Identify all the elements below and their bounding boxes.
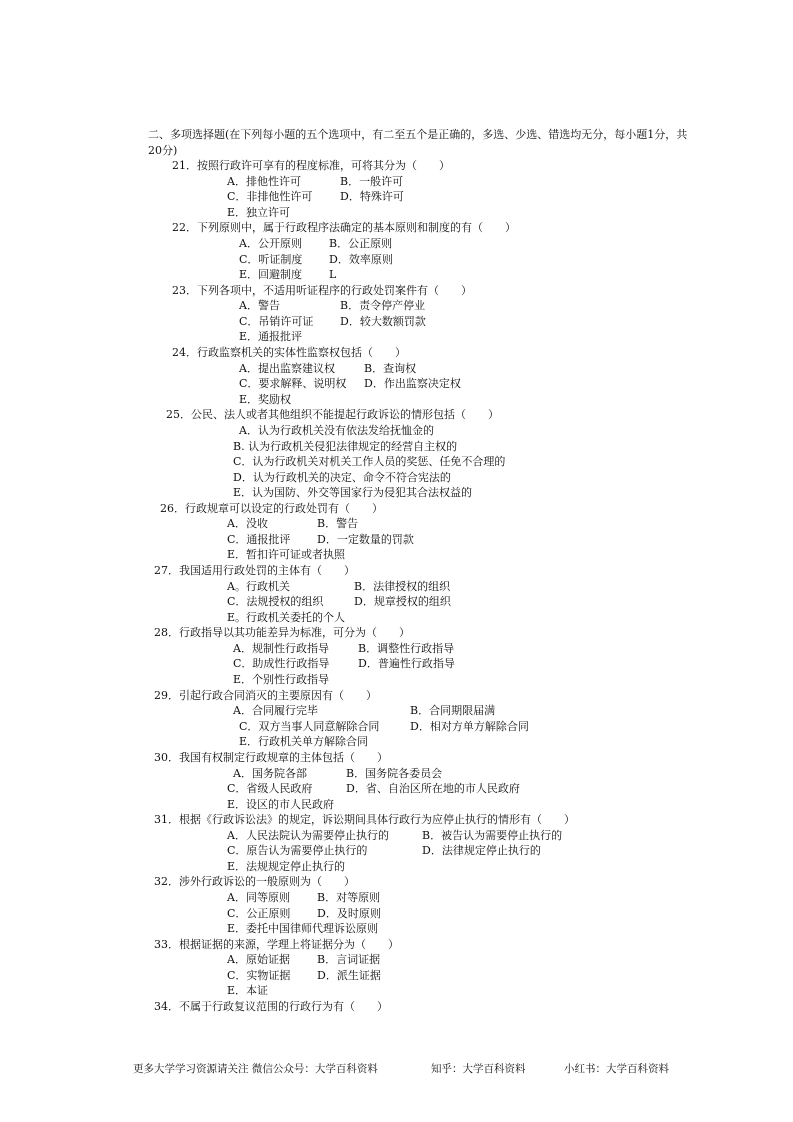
question-33-stem: 33．根据证据的来源，学理上将证据分为（ ）: [154, 938, 399, 951]
option-31-c: C．原告认为需要停止执行的: [227, 844, 368, 857]
option-33-b: B．言词证据: [317, 953, 381, 966]
option-32-e: E．委托中国律师代理诉讼原则: [227, 922, 379, 935]
option-21-c: C．非排他性许可: [227, 190, 313, 203]
option-29-d: D．相对方单方解除合同: [410, 720, 529, 733]
option-23-b: B．责令停产停业: [340, 299, 426, 312]
option-31-d: D．法律规定停止执行的: [422, 844, 541, 857]
option-22-d: D．效率原则: [329, 253, 393, 266]
question-24-stem: 24．行政监察机关的实体性监察权包括（ ）: [172, 346, 406, 359]
question-21-stem: 21．按照行政许可享有的程度标准，可将其分为（ ）: [172, 159, 450, 172]
option-28-e: E．个别性行政指导: [233, 673, 330, 686]
option-28-b: B．调整性行政指导: [358, 642, 455, 655]
option-24-d: D．作出监察决定权: [364, 377, 461, 390]
option-25-a: A．认为行政机关没有依法发给抚恤金的: [239, 424, 434, 437]
option-27-b: B．法律授权的组织: [354, 580, 451, 593]
option-24-c: C．要求解释、说明权: [239, 377, 347, 390]
option-21-a: A．排他性许可: [227, 175, 301, 188]
option-29-a: A．合同履行完毕: [233, 704, 318, 717]
option-22-stray-mark: L: [329, 268, 337, 281]
option-30-a: A．国务院各部: [233, 767, 307, 780]
option-30-e: E．设区的市人民政府: [227, 798, 335, 811]
option-23-d: D．较大数额罚款: [340, 315, 426, 328]
option-27-e: E。行政机关委托的个人: [227, 611, 346, 624]
option-32-a: A．同等原则: [227, 891, 290, 904]
option-26-c: C．通报批评: [227, 533, 291, 546]
question-34-stem: 34．不属于行政复议范围的行政行为有（ ）: [154, 1000, 388, 1013]
option-28-c: C．助成性行政指导: [233, 657, 330, 670]
option-28-d: D．普遍性行政指导: [358, 657, 455, 670]
option-22-b: B．公正原则: [329, 237, 393, 250]
question-22-stem: 22．下列原则中，属于行政程序法确定的基本原则和制度的有（ ）: [172, 221, 516, 234]
option-33-c: C．实物证据: [227, 969, 291, 982]
section-heading: 二、多项选择题(在下列每小题的五个选项中，有二至五个是正确的，多选、少选、错选均无分，每小题1分，共20分): [148, 128, 688, 157]
question-23-stem: 23．下列各项中，不适用听证程序的行政处罚案件有（ ）: [172, 284, 472, 297]
option-25-b: B. 认为行政机关侵犯法律规定的经营自主权的: [233, 440, 458, 453]
option-31-e: E．法规规定停止执行的: [227, 860, 346, 873]
option-33-a: A．原始证据: [227, 953, 290, 966]
option-30-d: D．省、自治区所在地的市人民政府: [346, 782, 520, 795]
option-21-b: B．一般许可: [340, 175, 404, 188]
option-25-d: D．认为行政机关的决定、命令不符合宪法的: [233, 471, 451, 484]
option-22-e: E．回避制度: [239, 268, 303, 281]
footer-xiaohongshu-text: 小红书：大学百科资料: [564, 1063, 669, 1075]
option-27-a: A。行政机关: [227, 580, 290, 593]
option-26-d: D．一定数量的罚款: [317, 533, 414, 546]
question-25-stem: 25．公民、法人或者其他组织不能提起行政诉讼的情形包括（ ）: [166, 408, 499, 421]
option-32-b: B．对等原则: [317, 891, 381, 904]
option-30-b: B．国务院各委员会: [346, 767, 443, 780]
option-29-c: C．双方当事人同意解除合同: [239, 720, 380, 733]
question-27-stem: 27．我国适用行政处罚的主体有（ ）: [154, 564, 355, 577]
option-25-e: E．认为国防、外交等国家行为侵犯其合法权益的: [233, 486, 473, 499]
footer-zhihu-text: 知乎：大学百科资料: [431, 1063, 526, 1075]
option-26-e: E．暂扣许可证或者执照: [227, 548, 346, 561]
option-29-b: B．合同期限届满: [410, 704, 496, 717]
option-22-a: A．公开原则: [239, 237, 302, 250]
option-33-e: E．本证: [227, 984, 269, 997]
question-30-stem: 30．我国有权制定行政规章的主体包括（ ）: [154, 751, 388, 764]
option-27-d: D．规章授权的组织: [354, 595, 451, 608]
option-24-a: A．提出监察建议权: [239, 362, 335, 375]
option-27-c: C．法规授权的组织: [227, 595, 324, 608]
option-28-a: A．规制性行政指导: [233, 642, 329, 655]
option-24-b: B．查询权: [364, 362, 417, 375]
option-32-d: D．及时原则: [317, 907, 381, 920]
option-30-c: C．省级人民政府: [227, 782, 313, 795]
option-24-e: E．奖励权: [239, 393, 292, 406]
question-26-stem: 26．行政规章可以设定的行政处罚有（ ）: [160, 502, 383, 515]
question-29-stem: 29．引起行政合同消灭的主要原因有（ ）: [154, 689, 377, 702]
option-33-d: D．派生证据: [317, 969, 381, 982]
footer-wechat-text: 更多大学学习资源请关注 微信公众号：大学百科资料: [133, 1063, 378, 1075]
question-28-stem: 28．行政指导以其功能差异为标准，可分为（ ）: [154, 626, 410, 639]
option-26-a: A．没收: [227, 517, 268, 530]
option-23-a: A．警告: [239, 299, 280, 312]
option-23-e: E．通报批评: [239, 330, 303, 343]
option-22-c: C．听证制度: [239, 253, 303, 266]
option-26-b: B．警告: [317, 517, 359, 530]
option-29-e: E．行政机关单方解除合同: [239, 735, 369, 748]
option-31-a: A．人民法院认为需要停止执行的: [227, 829, 389, 842]
option-25-c: C．认为行政机关对机关工作人员的奖惩、任免不合理的: [233, 455, 506, 468]
option-21-d: D．特殊许可: [340, 190, 404, 203]
option-23-c: C．吊销许可证: [239, 315, 314, 328]
question-32-stem: 32．涉外行政诉讼的一般原则为（ ）: [154, 875, 355, 888]
option-21-e: E．独立许可: [227, 206, 291, 219]
option-31-b: B．被告认为需要停止执行的: [422, 829, 563, 842]
option-32-c: C．公正原则: [227, 907, 291, 920]
question-31-stem: 31．根据《行政诉讼法》的规定，诉讼期间具体行政行为应停止执行的情形有（ ）: [154, 813, 575, 826]
